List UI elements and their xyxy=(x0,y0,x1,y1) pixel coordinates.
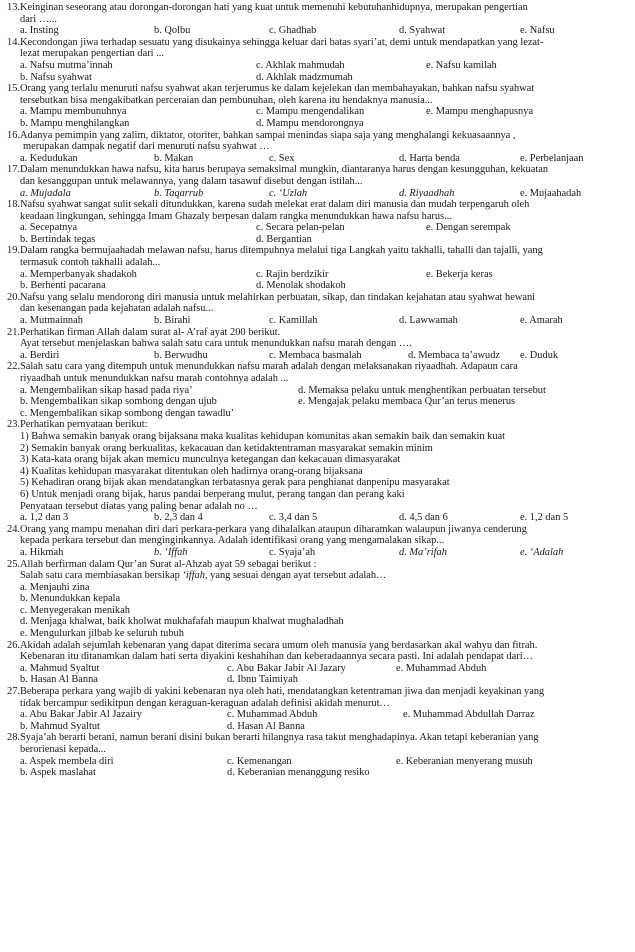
question-text: Dalam menundukkan hawa nafsu, kita harus berupaya semaksimal mungkin, diantaranya harus dengan kesungguhan, kekuatan xyxy=(20,164,549,176)
answer-options xyxy=(7,234,627,246)
option-c[interactable]: c. Akhlak mahmudah xyxy=(256,59,345,71)
option-c[interactable]: c. Kemenangan xyxy=(227,755,292,767)
option-e[interactable]: e. Duduk xyxy=(520,349,559,361)
option-a[interactable]: a. Mujadala xyxy=(20,187,71,199)
option-a[interactable]: a. Memperbanyak shadakoh xyxy=(20,268,137,280)
option-c[interactable]: c. Sex xyxy=(269,152,295,164)
question-text-cont: riyaadhah untuk menundukkan nafsu marah contohnya adalah ... xyxy=(20,373,289,384)
question-number: 26. xyxy=(7,639,20,651)
answer-options xyxy=(7,396,627,408)
option-d[interactable]: d. Ibnu Taimiyah xyxy=(227,674,298,686)
option-d[interactable]: d. Harta benda xyxy=(399,152,460,164)
option-b[interactable]: b. Hasan Al Banna xyxy=(20,674,98,686)
option-a[interactable]: a. Berdiri xyxy=(20,349,60,361)
option-e[interactable]: e. Bekerja keras xyxy=(426,268,493,280)
prompt-part: , yang sesuai dengan ayat tersebut adalah… xyxy=(204,570,387,582)
option-a[interactable]: a. Mengembalikan sikap hasad pada riya’ xyxy=(20,384,193,396)
question-number: 18. xyxy=(7,199,20,211)
question-text: Allah berfirman dalam Qur’an Surat al-Ahzab ayat 59 sebagai berikut : xyxy=(20,558,317,570)
question-text: Dalam rangka bermujaahadah melawan nafsu, harus ditempuhnya melalui tiga Langkah yaitu takhalli, tahalli dan tajalli, yang xyxy=(20,245,543,257)
question-20 xyxy=(7,292,627,327)
option-d[interactable]: d. 4,5 dan 6 xyxy=(399,512,448,524)
question-15 xyxy=(7,83,627,129)
question-text-cont: termasuk contoh takhalli adalah... xyxy=(20,257,161,269)
option-e[interactable]: e. Dengan serempak xyxy=(426,222,511,234)
question-19 xyxy=(7,245,627,291)
question-22 xyxy=(7,361,627,419)
answer-options xyxy=(7,269,627,281)
option-d[interactable]: d. Mampu mendorongnya xyxy=(256,117,364,129)
question-text-cont: keadaan lingkungan, sehingga Imam Ghazaly berpesan dalam rangka menundukkan hawa nafsu harus... xyxy=(20,210,452,222)
question-number: 28. xyxy=(7,732,20,744)
option-b[interactable]: b. Qolbu xyxy=(154,25,191,37)
option-e[interactable]: e. Amarah xyxy=(520,315,563,327)
answer-options xyxy=(7,60,627,72)
question-text: Perhatikan firman Allah dalam surat al- A’raf ayat 200 berikut. xyxy=(20,326,281,338)
question-27 xyxy=(7,686,627,732)
option-c[interactable]: c. Mampu mengendalikan xyxy=(256,106,365,118)
option-d[interactable]: d. Membaca ta’awudz xyxy=(408,349,501,361)
option-a[interactable]: a. Mutmainnah xyxy=(20,315,83,327)
answer-options xyxy=(7,767,627,779)
option-b[interactable]: b. Nafsu syahwat xyxy=(20,71,92,83)
option-b[interactable]: b. Mahmud Syaltut xyxy=(20,720,100,732)
question-text-cont: Kebenaran itu ditanamkan dalam hati serta diyakini keshahihan dan keberadaannya secara pasti. Ini adalah pendapat dari… xyxy=(20,651,533,663)
answer-options xyxy=(7,188,627,200)
option-a[interactable]: a. Mahmud Syaltut xyxy=(20,662,100,674)
option-e[interactable]: e. Perbelanjaan xyxy=(520,152,584,164)
option-a[interactable]: a. 1,2 dan 3 xyxy=(20,512,69,524)
option-a[interactable]: a. Abu Bakar Jabir Al Jazairy xyxy=(20,709,142,721)
question-text-cont: merupakan dampak negatif dari menuruti nafsu syahwat … xyxy=(23,141,270,153)
question-number: 20. xyxy=(7,291,20,303)
statement-item: 1) Bahwa semakin banyak orang bijaksana maka kualitas kehidupan komunitas akan semakin baik dan semakin kuat xyxy=(20,430,506,442)
option-e[interactable]: e. Mampu menghapusnya xyxy=(426,106,534,118)
question-text-cont: kepada perkara tersebut dan menginginkannya. Adalah identifikasi orang yang mengamalakan sikap... xyxy=(20,535,445,547)
answer-options xyxy=(7,709,627,721)
question-text: Kecondongan jiwa terhadap sesuatu yang disukainya sehingga keluar dari batas syari’at, demi untuk mendapatkan yang lezat- xyxy=(20,36,544,48)
option-c[interactable]: c. Muhammad Abduh xyxy=(227,709,318,721)
answer-options xyxy=(7,72,627,84)
question-number: 22. xyxy=(7,361,20,373)
prompt-part: Salah satu cara membiasakan bersikap xyxy=(20,570,183,582)
question-26 xyxy=(7,640,627,686)
option-d[interactable]: d. Riyaadhah xyxy=(399,187,455,199)
option-e[interactable]: e. Mengulurkan jilbab ke seluruh tubuh xyxy=(20,628,184,640)
option-e[interactable]: e. Nafsu kamilah xyxy=(426,59,497,71)
statement-item: 6) Untuk menjadi orang bijak, harus pandai berperang mulut, perang tangan dan perang kaki xyxy=(20,488,405,500)
option-a[interactable]: a. Kedudukan xyxy=(20,152,78,164)
question-text: Orang yang mampu menahan diri dari perkara-perkara yang dihalalkan ataupun diharamkan walaupun jiwanya cenderung xyxy=(20,523,527,535)
option-b[interactable]: b. ‘Iffah xyxy=(154,546,188,558)
question-text-cont: dari …... xyxy=(20,13,57,25)
option-c[interactable]: c. Secara pelan-pelan xyxy=(256,222,345,234)
option-a[interactable]: a. Secepatnya xyxy=(20,222,78,234)
answer-options xyxy=(7,280,627,292)
statement-item: 5) Kehadiran orang bijak akan mendatangkan terbatasnya gerak para penghianat danpenipu masyarakat xyxy=(20,477,450,489)
option-e[interactable]: e. Muhammad Abduh xyxy=(396,662,487,674)
option-b[interactable]: b. Menundukkan kepala xyxy=(20,593,121,605)
option-a[interactable]: a. Mampu membunuhnya xyxy=(20,106,127,118)
option-a[interactable]: a. Insting xyxy=(20,25,59,37)
option-e[interactable]: e. Muhammad Abdullah Darraz xyxy=(403,709,535,721)
option-c[interactable]: c. Ghadhab xyxy=(269,25,317,37)
question-text-cont: dan kesanggupan untuk melawannya, yang dalam tasawuf disebut dengan istilah... xyxy=(20,175,363,187)
question-13 xyxy=(7,2,627,37)
question-number: 14. xyxy=(7,36,20,48)
option-e[interactable]: e. Mujaahadah xyxy=(520,187,582,199)
answer-options xyxy=(7,408,627,420)
question-number: 17. xyxy=(7,164,20,176)
answer-options xyxy=(7,385,627,397)
answer-options xyxy=(7,756,627,768)
option-c[interactable]: c. Rajin berdzikir xyxy=(256,268,329,280)
statement-item: 4) Kualitas kehidupan masyarakat ditentukan oleh hadirnya orang-orang bijaksana xyxy=(20,465,363,477)
option-a[interactable]: a. Nafsu mutma’innah xyxy=(20,59,113,71)
option-e[interactable]: e. Nafsu xyxy=(520,25,555,37)
question-number: 25. xyxy=(7,558,20,570)
question-21 xyxy=(7,327,627,362)
question-text-cont: lezat merupakan pengertian dari ... xyxy=(20,48,164,60)
answer-options xyxy=(7,222,627,234)
answer-options xyxy=(7,721,627,733)
answer-options xyxy=(7,153,627,165)
option-e[interactable]: e. Mengajak pelaku membaca Qur’an terus menerus xyxy=(298,396,516,408)
question-25 xyxy=(7,559,627,640)
question-text-cont: tidak bercampur sedikitpun dengan keraguan-keraguan adalah definisi akidah menurut… xyxy=(20,697,390,709)
question-text: Beberapa perkara yang wajib di yakini kebenaran nya oleh hati, mendatangkan ketentraman jiwa dan menjadi keyakinan yang xyxy=(20,686,545,698)
option-b[interactable]: b. Mengembalikan sikap sombong dengan ujub xyxy=(20,396,217,408)
question-text: Nafsu yang selalu mendorong diri manusia untuk melahirkan perbuatan, sikap, dan tindakan kejahatan atau syahwat hewani xyxy=(20,291,536,303)
option-b[interactable]: b. Berwudhu xyxy=(154,349,208,361)
option-d[interactable]: d. Menjaga khalwat, baik kholwat mukhafafah maupun khalwat mughaladhah xyxy=(20,616,344,628)
question-28 xyxy=(7,732,627,778)
question-24 xyxy=(7,524,627,559)
option-b[interactable]: b. Taqarrub xyxy=(154,187,204,199)
question-17 xyxy=(7,164,627,199)
option-d[interactable]: d. Keberanian menanggung resiko xyxy=(227,767,370,779)
statement-item: 3) Kata-kata orang bijak akan memicu munculnya ketegangan dan kekacauan dimasyarakat xyxy=(20,454,401,466)
prompt-term: ‘iffah xyxy=(182,570,205,582)
question-text: Keinginan seseorang atau dorongan-dorongan hati yang kuat untuk memenuhi kebutuhanhidupnya, merupakan pengertian xyxy=(20,2,528,13)
question-text-cont: dan kesenangan pada kejahatan adalah nafsu... xyxy=(20,303,214,315)
option-b[interactable]: b. Bertindak tegas xyxy=(20,233,96,245)
question-prompt: Penyataan tersebut diatas yang paling benar adalah no … xyxy=(20,500,258,512)
option-c[interactable]: c. Mengembalikan sikap sombong dengan tawadlu’ xyxy=(20,407,235,419)
answer-options xyxy=(7,547,627,559)
question-text-cont xyxy=(7,570,627,582)
question-number: 24. xyxy=(7,523,20,535)
question-text-cont: tersebutkan bisa mengakibatkan perceraian dan pembunuhan, oleh karena itu hendaknya manusia... xyxy=(20,94,433,106)
question-text: Syaja’ah berarti berani, namun berani disini bukan berarti hilangnya rasa takut menghadapinya. Akan tetapi keberanian yang xyxy=(20,732,539,744)
question-number: 13. xyxy=(7,2,20,13)
question-text: Akidah adalah sejumlah kebenaran yang dapat diterima secara umum oleh manusia yang berdasarkan akal wahyu dan fitrah. xyxy=(20,639,538,651)
option-b[interactable]: b. Berhenti pacarana xyxy=(20,280,106,292)
option-d[interactable]: d. Ma’rifah xyxy=(399,546,447,558)
option-c[interactable]: c. 3,4 dan 5 xyxy=(269,512,318,524)
option-b[interactable]: b. Birahi xyxy=(154,315,191,327)
question-text: Orang yang terlalu menuruti nafsu syahwat akan terjerumus ke dalam kejelekan dan membahayakan, bahkan nafsu syahwat xyxy=(20,83,535,95)
answer-options xyxy=(7,315,627,327)
option-e[interactable]: e. 1,2 dan 5 xyxy=(520,512,569,524)
answer-options xyxy=(7,674,627,686)
question-16 xyxy=(7,130,627,165)
option-b[interactable]: b. Makan xyxy=(154,152,194,164)
question-number: 27. xyxy=(7,686,20,698)
question-text-cont: berorienasi kepada... xyxy=(20,744,106,755)
option-e[interactable]: e. Keberanian menyerang musuh xyxy=(396,755,533,767)
option-e[interactable]: e. ‘Adalah xyxy=(520,546,564,558)
option-c[interactable]: c. Syaja’ah xyxy=(269,546,316,558)
question-14 xyxy=(7,37,627,83)
option-d[interactable]: d. Akhlak madzmumah xyxy=(256,71,353,83)
option-d[interactable]: d. Lawwamah xyxy=(399,315,458,327)
question-text: Adanya pemimpin yang zalim, diktator, otoriter, bahkan sampai menindas siapa saja yang menghalangi kekuasaannya , xyxy=(20,129,516,141)
answer-options xyxy=(7,118,627,130)
question-number: 16. xyxy=(7,129,20,141)
option-b[interactable]: b. Aspek maslahat xyxy=(20,767,96,779)
option-d[interactable]: d. Hasan Al Banna xyxy=(227,720,305,732)
question-number: 19. xyxy=(7,245,20,257)
option-c[interactable]: c. Menyegerakan menikah xyxy=(20,604,130,616)
question-text: Perhatikan pernyataan berikut: xyxy=(20,419,148,431)
answer-options xyxy=(7,25,627,37)
answer-options xyxy=(7,350,627,362)
question-number: 21. xyxy=(7,326,20,338)
answer-options xyxy=(7,512,627,524)
option-c[interactable]: c. Kamillah xyxy=(269,315,318,327)
question-text: Salah satu cara yang ditempuh untuk menundukkan nafsu marah adalah dengan melaksanakan riyaadhah. Adapaun cara xyxy=(20,361,518,373)
option-d[interactable]: d. Syahwat xyxy=(399,25,446,37)
question-number: 15. xyxy=(7,83,20,95)
statement-item: 2) Semakin banyak orang berkualitas, kekacauan dan ketidaktentraman masyarakat semakin minim xyxy=(20,442,433,454)
option-c[interactable]: c. Abu Bakar Jabir Al Jazary xyxy=(227,662,346,674)
question-text: Nafsu syahwat sangat sulit sekali ditundukkan, karena sudah melekat erat dalam diri manusia dan mudah terpengaruh oleh xyxy=(20,199,530,211)
question-23 xyxy=(7,419,627,523)
question-text-cont: Ayat tersebut menjelaskan bahwa salah satu cara untuk menundukkan nafsu marah dengan …. xyxy=(20,338,412,350)
question-18 xyxy=(7,199,627,245)
option-a[interactable]: a. Menjauhi zina xyxy=(20,581,90,593)
option-c[interactable]: c. Membaca basmalah xyxy=(269,349,362,361)
option-c[interactable]: c. ‘Uzlah xyxy=(269,187,308,199)
option-d[interactable]: d. Menolak shodakoh xyxy=(256,280,346,292)
question-number: 23. xyxy=(7,419,20,431)
option-d[interactable]: d. Memaksa pelaku untuk menghentikan perbuatan tersebut xyxy=(298,384,546,396)
answer-options xyxy=(7,106,627,118)
option-b[interactable]: b. Mampu menghilangkan xyxy=(20,117,130,129)
option-d[interactable]: d. Bergantian xyxy=(256,233,312,245)
option-a[interactable]: a. Hikmah xyxy=(20,546,64,558)
option-b[interactable]: b. 2,3 dan 4 xyxy=(154,512,203,524)
option-a[interactable]: a. Aspek membela diri xyxy=(20,755,114,767)
answer-options xyxy=(7,663,627,675)
